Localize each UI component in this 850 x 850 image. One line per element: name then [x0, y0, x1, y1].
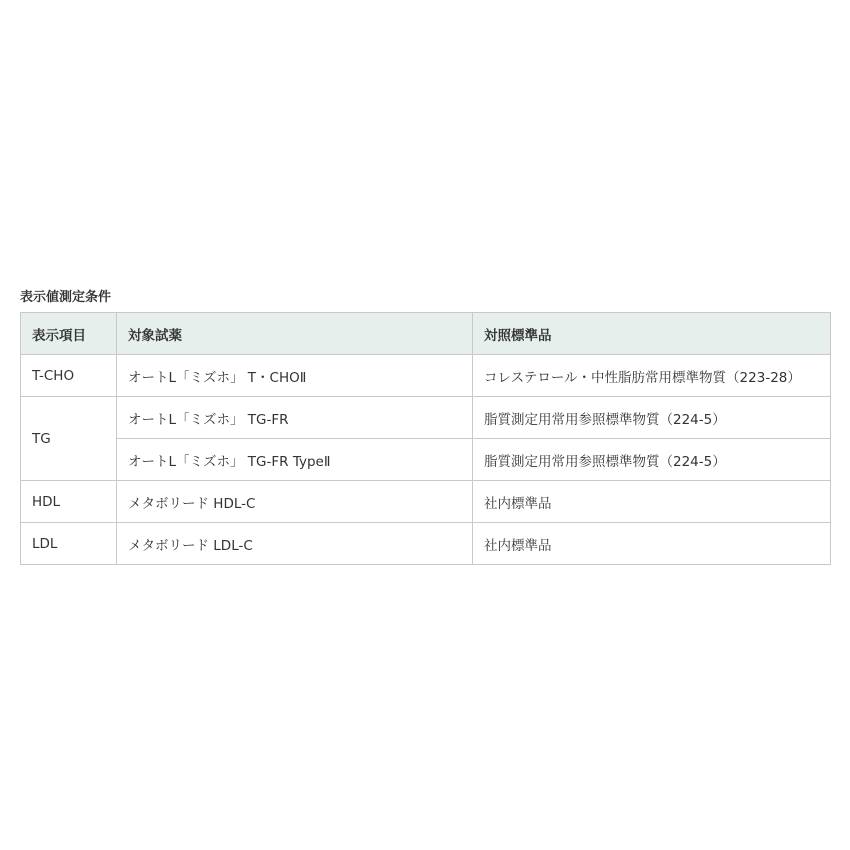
- table-row: [21, 397, 831, 439]
- cell-item: TG: [21, 397, 117, 481]
- cell-standard: コレステロール・中性脂肪常用標準物質（223-28）: [473, 355, 831, 397]
- cell-item: HDL: [21, 481, 117, 523]
- cell-standard: 社内標準品: [473, 523, 831, 565]
- header-display-item: 表示項目: [21, 313, 117, 355]
- cell-reagent: オートL「ミズホ」 TG-FR TypeⅡ: [117, 439, 473, 481]
- table-row: [21, 481, 831, 523]
- cell-reagent: メタボリード HDL-C: [117, 481, 473, 523]
- cell-standard: 社内標準品: [473, 481, 831, 523]
- table-caption: 表示値測定条件: [20, 290, 112, 305]
- cell-item: T-CHO: [21, 355, 117, 397]
- measurement-conditions-table: [20, 312, 831, 565]
- table-row: [21, 355, 831, 397]
- header-target-reagent: 対象試薬: [117, 313, 473, 355]
- header-reference-standard: 対照標準品: [473, 313, 831, 355]
- table-row: [21, 439, 831, 481]
- table-row: [21, 523, 831, 565]
- cell-reagent: オートL「ミズホ」 TG-FR: [117, 397, 473, 439]
- table-header-row: [21, 313, 831, 355]
- measurement-conditions-section: [20, 289, 830, 565]
- cell-reagent: オートL「ミズホ」 T・CHOⅡ: [117, 355, 473, 397]
- cell-item: LDL: [21, 523, 117, 565]
- cell-standard: 脂質測定用常用参照標準物質（224-5）: [473, 397, 831, 439]
- cell-reagent: メタボリード LDL-C: [117, 523, 473, 565]
- cell-standard: 脂質測定用常用参照標準物質（224-5）: [473, 439, 831, 481]
